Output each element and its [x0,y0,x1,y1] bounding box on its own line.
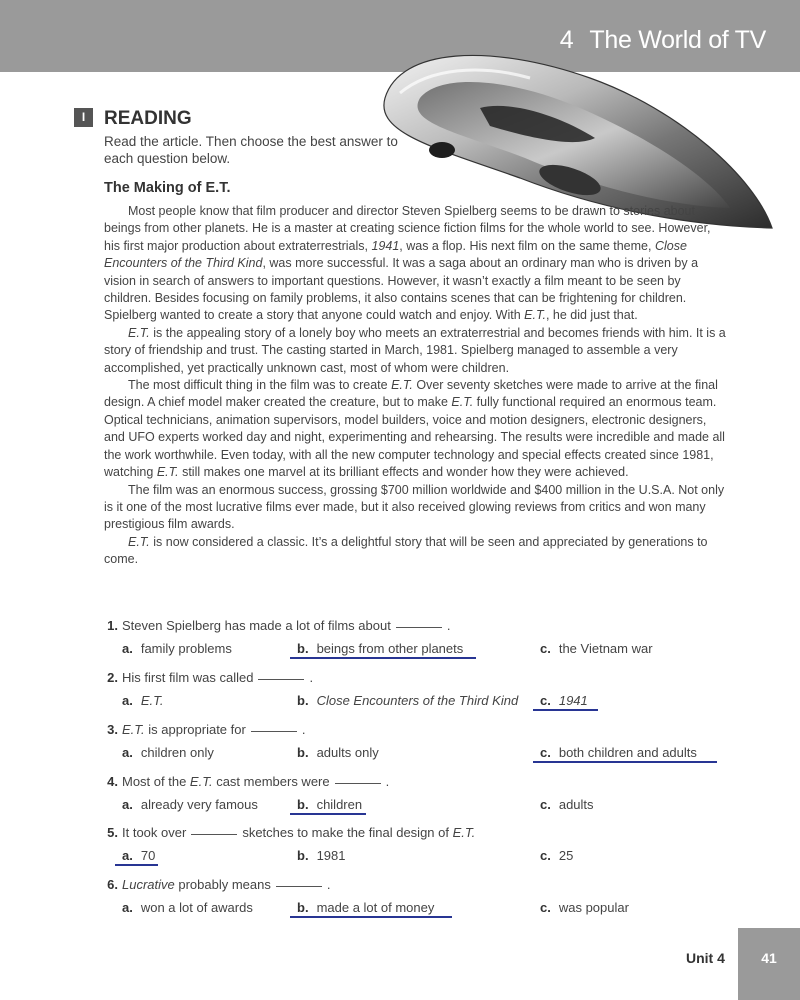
answer-underline [290,916,452,918]
q5-option-c[interactable]: c. 25 [540,848,574,863]
section-icon: I [74,108,93,127]
answer-underline [115,864,158,866]
answer-blank[interactable] [335,783,381,784]
page-number: 41 [761,950,777,966]
answer-blank[interactable] [191,834,237,835]
paragraph-5: E.T. is now considered a classic. It’s a delightful story that will be seen and appreciated by generations to come. [104,534,708,567]
q1-option-b[interactable]: b. beings from other planets [297,641,464,656]
q4-option-b[interactable]: b. children [297,797,363,812]
answer-blank[interactable] [276,886,322,887]
q6-option-a[interactable]: a. won a lot of awards [122,900,253,915]
q2-option-a[interactable]: a. E.T. [122,693,164,708]
q6-option-c[interactable]: c. was popular [540,900,629,915]
unit-number: 4 [559,26,574,54]
q4-option-a[interactable]: a. already very famous [122,797,258,812]
q2-option-b[interactable]: b. Close Encounters of the Third Kind [297,693,519,708]
q2-option-c[interactable]: c. 1941 [540,693,588,708]
footer-unit-label: Unit 4 [686,950,725,966]
q3-option-b[interactable]: b. adults only [297,745,379,760]
article-body [104,203,729,569]
instructions: Read the article. Then choose the best answer to each question below. [104,134,398,166]
section-title: READING [104,108,192,129]
paragraph-2: E.T. is the appealing story of a lonely boy who meets an extraterrestrial and becomes friends with him. It is a story of friendship and trust. The casting started in March, 1981. Spielberg managed to assemble a very accomplished, yet practically unknown cast, most of whom were children. [104,325,726,375]
paragraph-3: The most difficult thing in the film was to create E.T. Over seventy sketches were made to arrive at the final design. A chief model maker created the creature, but to make E.T. fully functional required an enormous team. Optical technicians, animation supervisors, model builders, voice and motion designers, electronic designers, and UFO experts worked day and night, experimenting and rehearsing. The results were incredible and made all the work worthwhile. Even today, with all the new computer technology and special effects created since 1981, watching E.T. still makes one marvel at its brilliant effects and wonder how they were achieved. [104,378,725,480]
answer-blank[interactable] [396,627,442,628]
paragraph-4: The film was an enormous success, grossing $700 million worldwide and $400 million in the U.S.A. Not only is it one of the most lucrative films ever made, but it also received glowing reviews from critics and won many prestigious film awards. [104,482,725,532]
answer-underline [290,657,476,659]
q1-option-a[interactable]: a. family problems [122,641,232,656]
unit-title-text: The World of TV [589,26,766,54]
answer-blank[interactable] [258,679,304,680]
q5-option-a[interactable]: a. 70 [122,848,156,863]
answer-underline [533,761,717,763]
answer-underline [533,709,598,711]
q1-option-c[interactable]: c. the Vietnam war [540,641,653,656]
q4-option-c[interactable]: c. adults [540,797,594,812]
answer-blank[interactable] [251,731,297,732]
article-title: The Making of E.T. [104,180,231,196]
q3-option-c[interactable]: c. both children and adults [540,745,697,760]
q6-option-b[interactable]: b. made a lot of money [297,900,435,915]
paragraph-1: Most people know that film producer and director Steven Spielberg seems to be drawn to stories about beings from other planets. He is a master at creating science fiction films for the whole world to see. However, his first major production about extraterrestrials, 1941, was a flop. His next film on the same theme, Close Encounters of the Third Kind, was more successful. It was a saga about an ordinary man who is driven by a vision in search of answers to important questions. However, it wasn’t exactly a film meant to be seen by children. Besides focusing on family problems, it also contains scenes that can be frightening for children. Spielberg wanted to create a story that anyone could watch and enjoy. With E.T., he did just that. [104,204,711,323]
q5-option-b[interactable]: b. 1981 [297,848,346,863]
answer-underline [290,813,366,815]
q3-option-a[interactable]: a. children only [122,745,214,760]
